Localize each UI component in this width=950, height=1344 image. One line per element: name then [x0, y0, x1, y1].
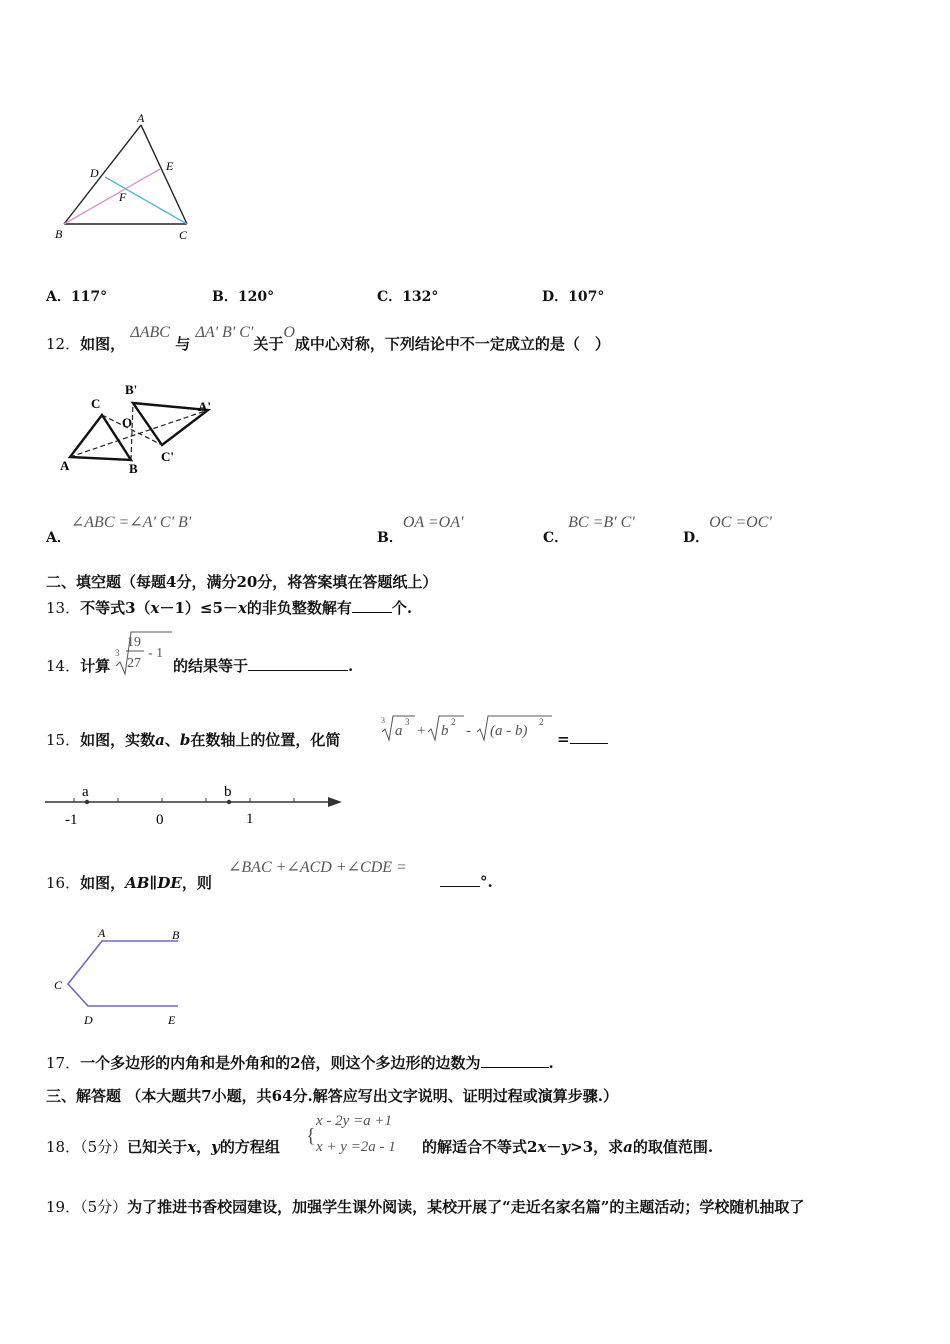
label-b: B: [55, 227, 63, 241]
number-line: [40, 778, 350, 830]
svg-text:D: D: [84, 1013, 93, 1027]
label-o: O: [122, 415, 133, 430]
svg-text:2: 2: [451, 717, 456, 727]
svg-text:3: 3: [381, 716, 385, 725]
q14-answer-blank[interactable]: [248, 656, 348, 671]
svg-text:A: A: [98, 926, 106, 940]
svg-text:3: 3: [405, 717, 410, 727]
section-solve-heading: 三、解答题 （本大题共7小题，共64分.解答应写出文字说明、证明过程或演算步骤.）: [46, 1087, 618, 1105]
q12-option-a[interactable]: A．∠ABC =∠A' C' B': [46, 514, 192, 546]
q19-stem: 19．（5分）为了推进书香校园建设，加强学生课外阅读，某校开展了“走近名家名篇”的主题活动；学校随机抽取了: [46, 1198, 805, 1216]
triangle-figure: [40, 105, 210, 245]
q16-answer-blank[interactable]: [440, 872, 480, 887]
q16-angle-expression: ∠BAC +∠ACD +∠CDE =: [228, 859, 407, 876]
root-index: 3: [115, 648, 120, 658]
q12-stem: 12．如图， ΔABC 与 ΔA' B' C'关于O成中心对称，下列结论中不一定成立的是（ ）: [46, 324, 610, 353]
q16-stem: 16．如图，AB∥DE，则: [46, 874, 212, 892]
q17-answer-blank[interactable]: [481, 1053, 549, 1068]
q11-option-a[interactable]: A．117°: [46, 289, 108, 305]
label-c: C: [179, 228, 188, 242]
q15-stem: 15．如图，实数a、b在数轴上的位置，化简: [46, 731, 341, 749]
q12-option-d[interactable]: D．OC =OC': [683, 514, 772, 546]
q18-tail: 的解适合不等式2x－y>3，求a的取值范围.: [422, 1138, 714, 1156]
label-f: F: [119, 190, 127, 204]
equation-1: x - 2y =a +1: [316, 1113, 393, 1129]
q15-tail: =: [557, 729, 608, 748]
fraction-denominator: 27: [127, 656, 141, 671]
svg-text:B: B: [172, 928, 180, 942]
triangle-a1b1c1: [133, 403, 208, 445]
label-a: A: [137, 111, 145, 125]
symmetry-figure: [55, 375, 220, 480]
svg-text:E: E: [168, 1013, 176, 1027]
q14-tail: 的结果等于 .: [173, 657, 354, 675]
fraction-numerator: 19: [127, 635, 141, 650]
svg-text:-1: -1: [65, 812, 78, 828]
q12-option-b[interactable]: B．OA =OA': [377, 514, 464, 546]
svg-text:1: 1: [246, 811, 254, 827]
side-ab: [64, 125, 141, 224]
svg-text:0: 0: [156, 812, 164, 828]
equation-2: x + y =2a - 1: [316, 1139, 396, 1155]
svg-text:+: +: [417, 723, 426, 739]
q15-answer-blank[interactable]: [570, 729, 608, 744]
svg-text:C: C: [54, 978, 63, 992]
q18-stem: 18．（5分）已知关于x，y的方程组: [46, 1138, 280, 1156]
q11-option-c[interactable]: C．132°: [377, 289, 439, 305]
label-c1: C': [161, 449, 174, 464]
minus-one: - 1: [148, 646, 164, 661]
point-b: [227, 800, 231, 804]
parallel-lines-figure: [48, 922, 188, 1032]
svg-text:a: a: [395, 723, 403, 739]
label-a1: A': [198, 399, 211, 414]
q16-tail: °.: [440, 872, 493, 891]
label-e: E: [166, 159, 174, 173]
label-b1: B': [125, 382, 138, 397]
arrow-head: [328, 797, 342, 807]
svg-text:{: {: [306, 1125, 316, 1147]
polyline-abcde: [68, 941, 178, 1006]
q14-stem: 14．计算: [46, 657, 111, 675]
label-d: D: [90, 166, 99, 180]
svg-text:b: b: [224, 784, 232, 800]
q18-equation-system: [304, 1105, 422, 1157]
svg-text:b: b: [441, 723, 449, 739]
q12-option-c[interactable]: C．BC =B' C': [543, 514, 635, 546]
q17-stem: 17．一个多边形的内角和是外角和的2倍，则这个多边形的边数为 .: [46, 1054, 554, 1072]
svg-text:a: a: [82, 784, 89, 800]
label-a: A: [60, 458, 70, 473]
side-ac: [141, 125, 187, 224]
point-a: [85, 800, 89, 804]
label-c: C: [91, 396, 101, 411]
line-bb1: [131, 403, 133, 460]
svg-text:2: 2: [539, 717, 544, 727]
segment-cd: [105, 177, 187, 224]
q13-answer-blank[interactable]: [352, 598, 392, 613]
label-b: B: [129, 461, 138, 476]
q11-option-b[interactable]: B．120°: [212, 289, 275, 305]
svg-text:(a - b): (a - b): [490, 723, 528, 739]
q15-radical-expression: [380, 713, 558, 747]
segment-be: [64, 169, 160, 224]
q11-option-d[interactable]: D．107°: [542, 289, 605, 305]
q14-cube-root-expression: [112, 628, 174, 678]
svg-text:-: -: [466, 723, 471, 739]
q13-stem: 13．不等式3（x－1）≤5－x的非负整数解有 个.: [46, 599, 413, 617]
section-fill-blank-heading: 二、填空题（每题4分，满分20分，将答案填在答题纸上）: [46, 573, 438, 591]
